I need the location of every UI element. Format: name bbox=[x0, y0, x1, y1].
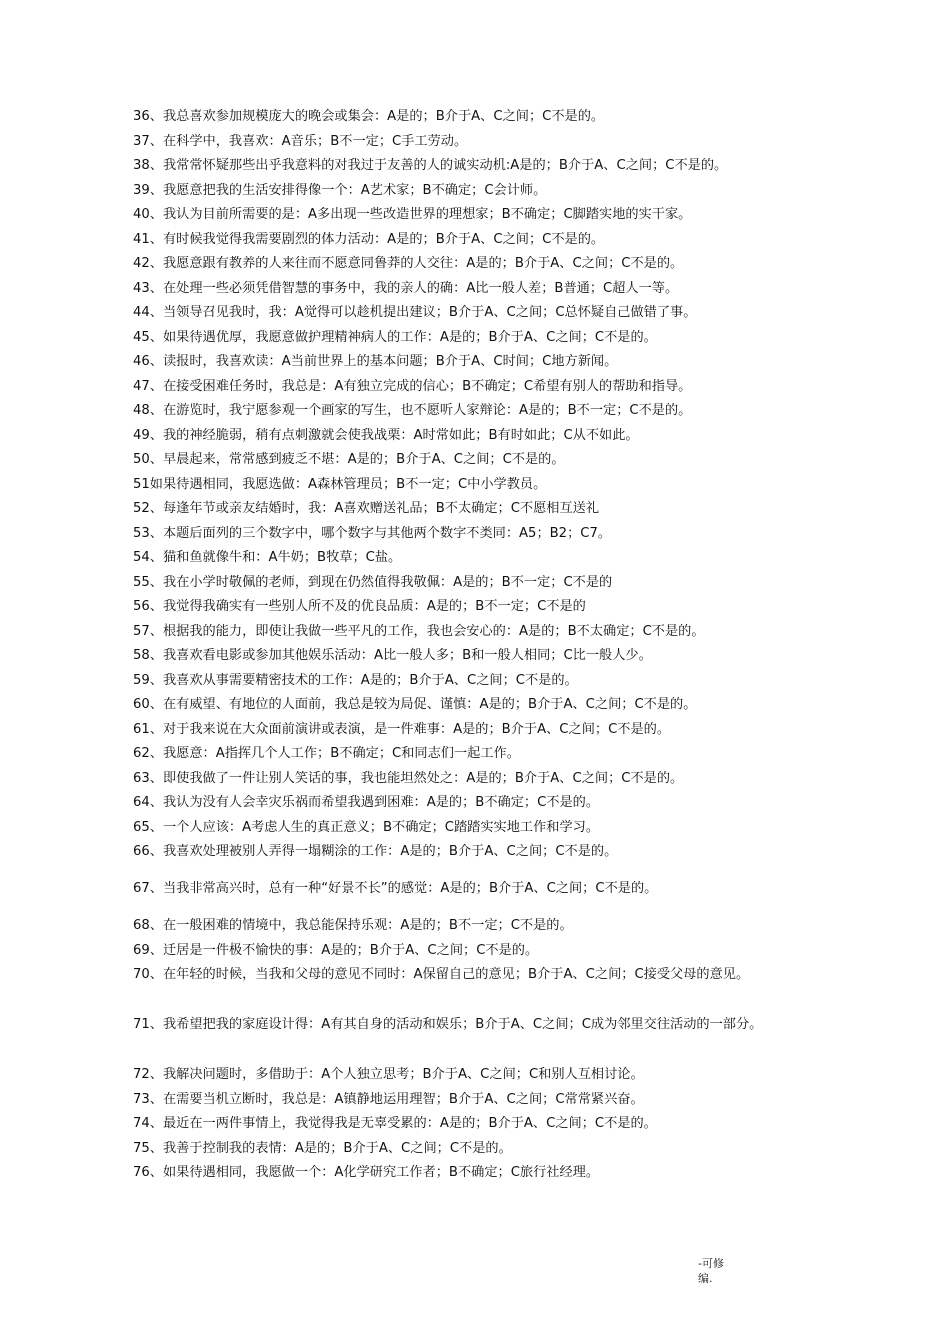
question-text: 44、当领导召见我时，我：A觉得可以趁机提出建议；B介于A、C之间；C总怀疑自己做错了事。 bbox=[133, 305, 697, 320]
question-39 bbox=[88, 179, 868, 204]
question-63 bbox=[88, 767, 868, 792]
question-68 bbox=[88, 914, 868, 939]
question-text: 61、对于我来说在大众面前演讲或表演，是一件难事：A是的；B介于A、C之间；C不是的。 bbox=[133, 722, 671, 737]
question-56 bbox=[88, 595, 868, 620]
question-text: 62、我愿意：A指挥几个人工作；B不确定；C和同志们一起工作。 bbox=[133, 746, 520, 761]
question-text: 48、在游览时，我宁愿参观一个画家的写生，也不愿听人家辩论：A是的；B不一定；C不是的。 bbox=[133, 403, 692, 418]
question-text: 71、我希望把我的家庭设计得：A有其自身的活动和娱乐；B介于A、C之间；C成为邻里交往活动的一部分。 bbox=[133, 1017, 763, 1032]
question-text: 53、本题后面列的三个数字中，哪个数字与其他两个数字不类同：A5；B2；C7。 bbox=[133, 526, 612, 541]
question-41 bbox=[88, 228, 868, 253]
question-59 bbox=[88, 669, 868, 694]
question-text: 40、我认为目前所需要的是：A多出现一些改造世界的理想家；B不确定；C脚踏实地的实干家。 bbox=[133, 207, 692, 222]
question-72 bbox=[88, 1063, 868, 1088]
question-text: 43、在处理一些必须凭借智慧的事务中，我的亲人的确：A比一般人差；B普通；C超人一等。 bbox=[133, 281, 679, 296]
question-46 bbox=[88, 350, 868, 375]
question-62 bbox=[88, 742, 868, 767]
question-text: 73、在需要当机立断时，我总是：A镇静地运用理智；B介于A、C之间；C常常紧兴奋。 bbox=[133, 1092, 644, 1107]
question-57 bbox=[88, 620, 868, 645]
question-text: 70、在年轻的时候，当我和父母的意见不同时：A保留自己的意见；B介于A、C之间；C接受父母的意见。 bbox=[133, 967, 750, 982]
question-53 bbox=[88, 522, 868, 547]
question-37 bbox=[88, 130, 868, 155]
question-66 bbox=[88, 840, 868, 865]
question-text: 47、在接受困难任务时，我总是：A有独立完成的信心；B不确定；C希望有别人的帮助和指导。 bbox=[133, 379, 692, 394]
question-43 bbox=[88, 277, 868, 302]
question-69 bbox=[88, 939, 868, 964]
question-text: 74、最近在一两件事情上，我觉得我是无辜受累的：A是的；B介于A、C之间；C不是的。 bbox=[133, 1116, 657, 1131]
question-text: 49、我的神经脆弱，稍有点刺激就会使我战栗：A时常如此；B有时如此；C从不如此。 bbox=[133, 428, 639, 443]
footer-line-2: 编. bbox=[698, 1272, 713, 1285]
question-49 bbox=[88, 424, 868, 449]
question-text: 45、如果待遇优厚，我愿意做护理精神病人的工作：A是的；B介于A、C之间；C不是的。 bbox=[133, 330, 657, 345]
question-70 bbox=[88, 963, 868, 988]
question-text: 39、我愿意把我的生活安排得像一个：A艺术家；B不确定；C会计师。 bbox=[133, 183, 547, 198]
question-text: 37、在科学中，我喜欢：A音乐；B不一定；C手工劳动。 bbox=[133, 134, 468, 149]
question-42 bbox=[88, 252, 868, 277]
question-text: 59、我喜欢从事需要精密技术的工作：A是的；B介于A、C之间；C不是的。 bbox=[133, 673, 578, 688]
question-text: 46、读报时，我喜欢读：A当前世界上的基本问题；B介于A、C时间；C地方新闻。 bbox=[133, 354, 618, 369]
question-text: 64、我认为没有人会幸灾乐祸而希望我遇到困难：A是的；B不确定；C不是的。 bbox=[133, 795, 600, 810]
question-75 bbox=[88, 1137, 868, 1162]
question-60 bbox=[88, 693, 868, 718]
question-text: 72、我解决问题时，多借助于：A个人独立思考；B介于A、C之间；C和别人互相讨论。 bbox=[133, 1067, 644, 1082]
question-44 bbox=[88, 301, 868, 326]
question-52 bbox=[88, 497, 868, 522]
question-55 bbox=[88, 571, 868, 596]
question-48 bbox=[88, 399, 868, 424]
question-65 bbox=[88, 816, 868, 841]
question-text: 41、有时候我觉得我需要剧烈的体力活动：A是的；B介于A、C之间；C不是的。 bbox=[133, 232, 605, 247]
question-text: 66、我喜欢处理被别人弄得一塌糊涂的工作：A是的；B介于A、C之间；C不是的。 bbox=[133, 844, 618, 859]
question-58 bbox=[88, 644, 868, 669]
question-54 bbox=[88, 546, 868, 571]
question-text: 76、如果待遇相同，我愿做一个：A化学研究工作者；B不确定；C旅行社经理。 bbox=[133, 1165, 600, 1180]
question-text: 50、早晨起来，常常感到疲乏不堪：A是的；B介于A、C之间；C不是的。 bbox=[133, 452, 565, 467]
question-text: 58、我喜欢看电影或参加其他娱乐活动：A比一般人多；B和一般人相同；C比一般人少。 bbox=[133, 648, 652, 663]
question-text: 63、即使我做了一件让别人笑话的事，我也能坦然处之：A是的；B介于A、C之间；C不是的。 bbox=[133, 771, 684, 786]
question-text: 38、我常常怀疑那些出乎我意料的对我过于友善的人的诚实动机:A是的；B介于A、C之间；C不是的。 bbox=[133, 158, 728, 173]
question-50 bbox=[88, 448, 868, 473]
footer-line-1: -可修 bbox=[698, 1257, 724, 1270]
question-text: 60、在有威望、有地位的人面前，我总是较为局促、谨慎：A是的；B介于A、C之间；C不是的。 bbox=[133, 697, 697, 712]
question-64 bbox=[88, 791, 868, 816]
question-text: 42、我愿意跟有教养的人来往而不愿意同鲁莽的人交往：A是的；B介于A、C之间；C不是的。 bbox=[133, 256, 684, 271]
question-67 bbox=[88, 877, 868, 902]
question-71 bbox=[88, 1013, 868, 1038]
question-text: 69、迁居是一件极不愉快的事：A是的；B介于A、C之间；C不是的。 bbox=[133, 943, 539, 958]
question-text: 65、一个人应该：A考虑人生的真正意义；B不确定；C踏踏实实地工作和学习。 bbox=[133, 820, 600, 835]
page-footer bbox=[698, 1256, 724, 1286]
question-61 bbox=[88, 718, 868, 743]
question-47 bbox=[88, 375, 868, 400]
question-73 bbox=[88, 1088, 868, 1113]
question-text: 36、我总喜欢参加规模庞大的晚会或集会：A是的；B介于A、C之间；C不是的。 bbox=[133, 109, 605, 124]
question-text: 56、我觉得我确实有一些别人所不及的优良品质：A是的；B不一定；C不是的 bbox=[133, 599, 586, 614]
question-text: 55、我在小学时敬佩的老师，到现在仍然值得我敬佩：A是的；B不一定；C不是的 bbox=[133, 575, 613, 590]
question-text: 52、每逢年节或亲友结婚时，我：A喜欢赠送礼品；B不太确定；C不愿相互送礼 bbox=[133, 501, 600, 516]
question-text: 67、当我非常高兴时，总有一种“好景不长”的感觉：A是的；B介于A、C之间；C不是的。 bbox=[133, 881, 658, 896]
question-text: 75、我善于控制我的表情：A是的；B介于A、C之间；C不是的。 bbox=[133, 1141, 512, 1156]
question-text: 51如果待遇相同，我愿选做：A森林管理员；B不一定；C中小学教员。 bbox=[133, 477, 547, 492]
question-text: 57、根据我的能力，即使让我做一些平凡的工作，我也会安心的：A是的；B不太确定；C不是的。 bbox=[133, 624, 705, 639]
question-40 bbox=[88, 203, 868, 228]
question-76 bbox=[88, 1161, 868, 1186]
question-text: 68、在一般困难的情境中，我总能保持乐观：A是的；B不一定；C不是的。 bbox=[133, 918, 573, 933]
question-74 bbox=[88, 1112, 868, 1137]
question-45 bbox=[88, 326, 868, 351]
question-51 bbox=[88, 473, 868, 498]
question-text: 54、猫和鱼就像牛和：A牛奶；B牧草；C盐。 bbox=[133, 550, 402, 565]
question-36 bbox=[88, 105, 868, 130]
question-38 bbox=[88, 154, 868, 179]
